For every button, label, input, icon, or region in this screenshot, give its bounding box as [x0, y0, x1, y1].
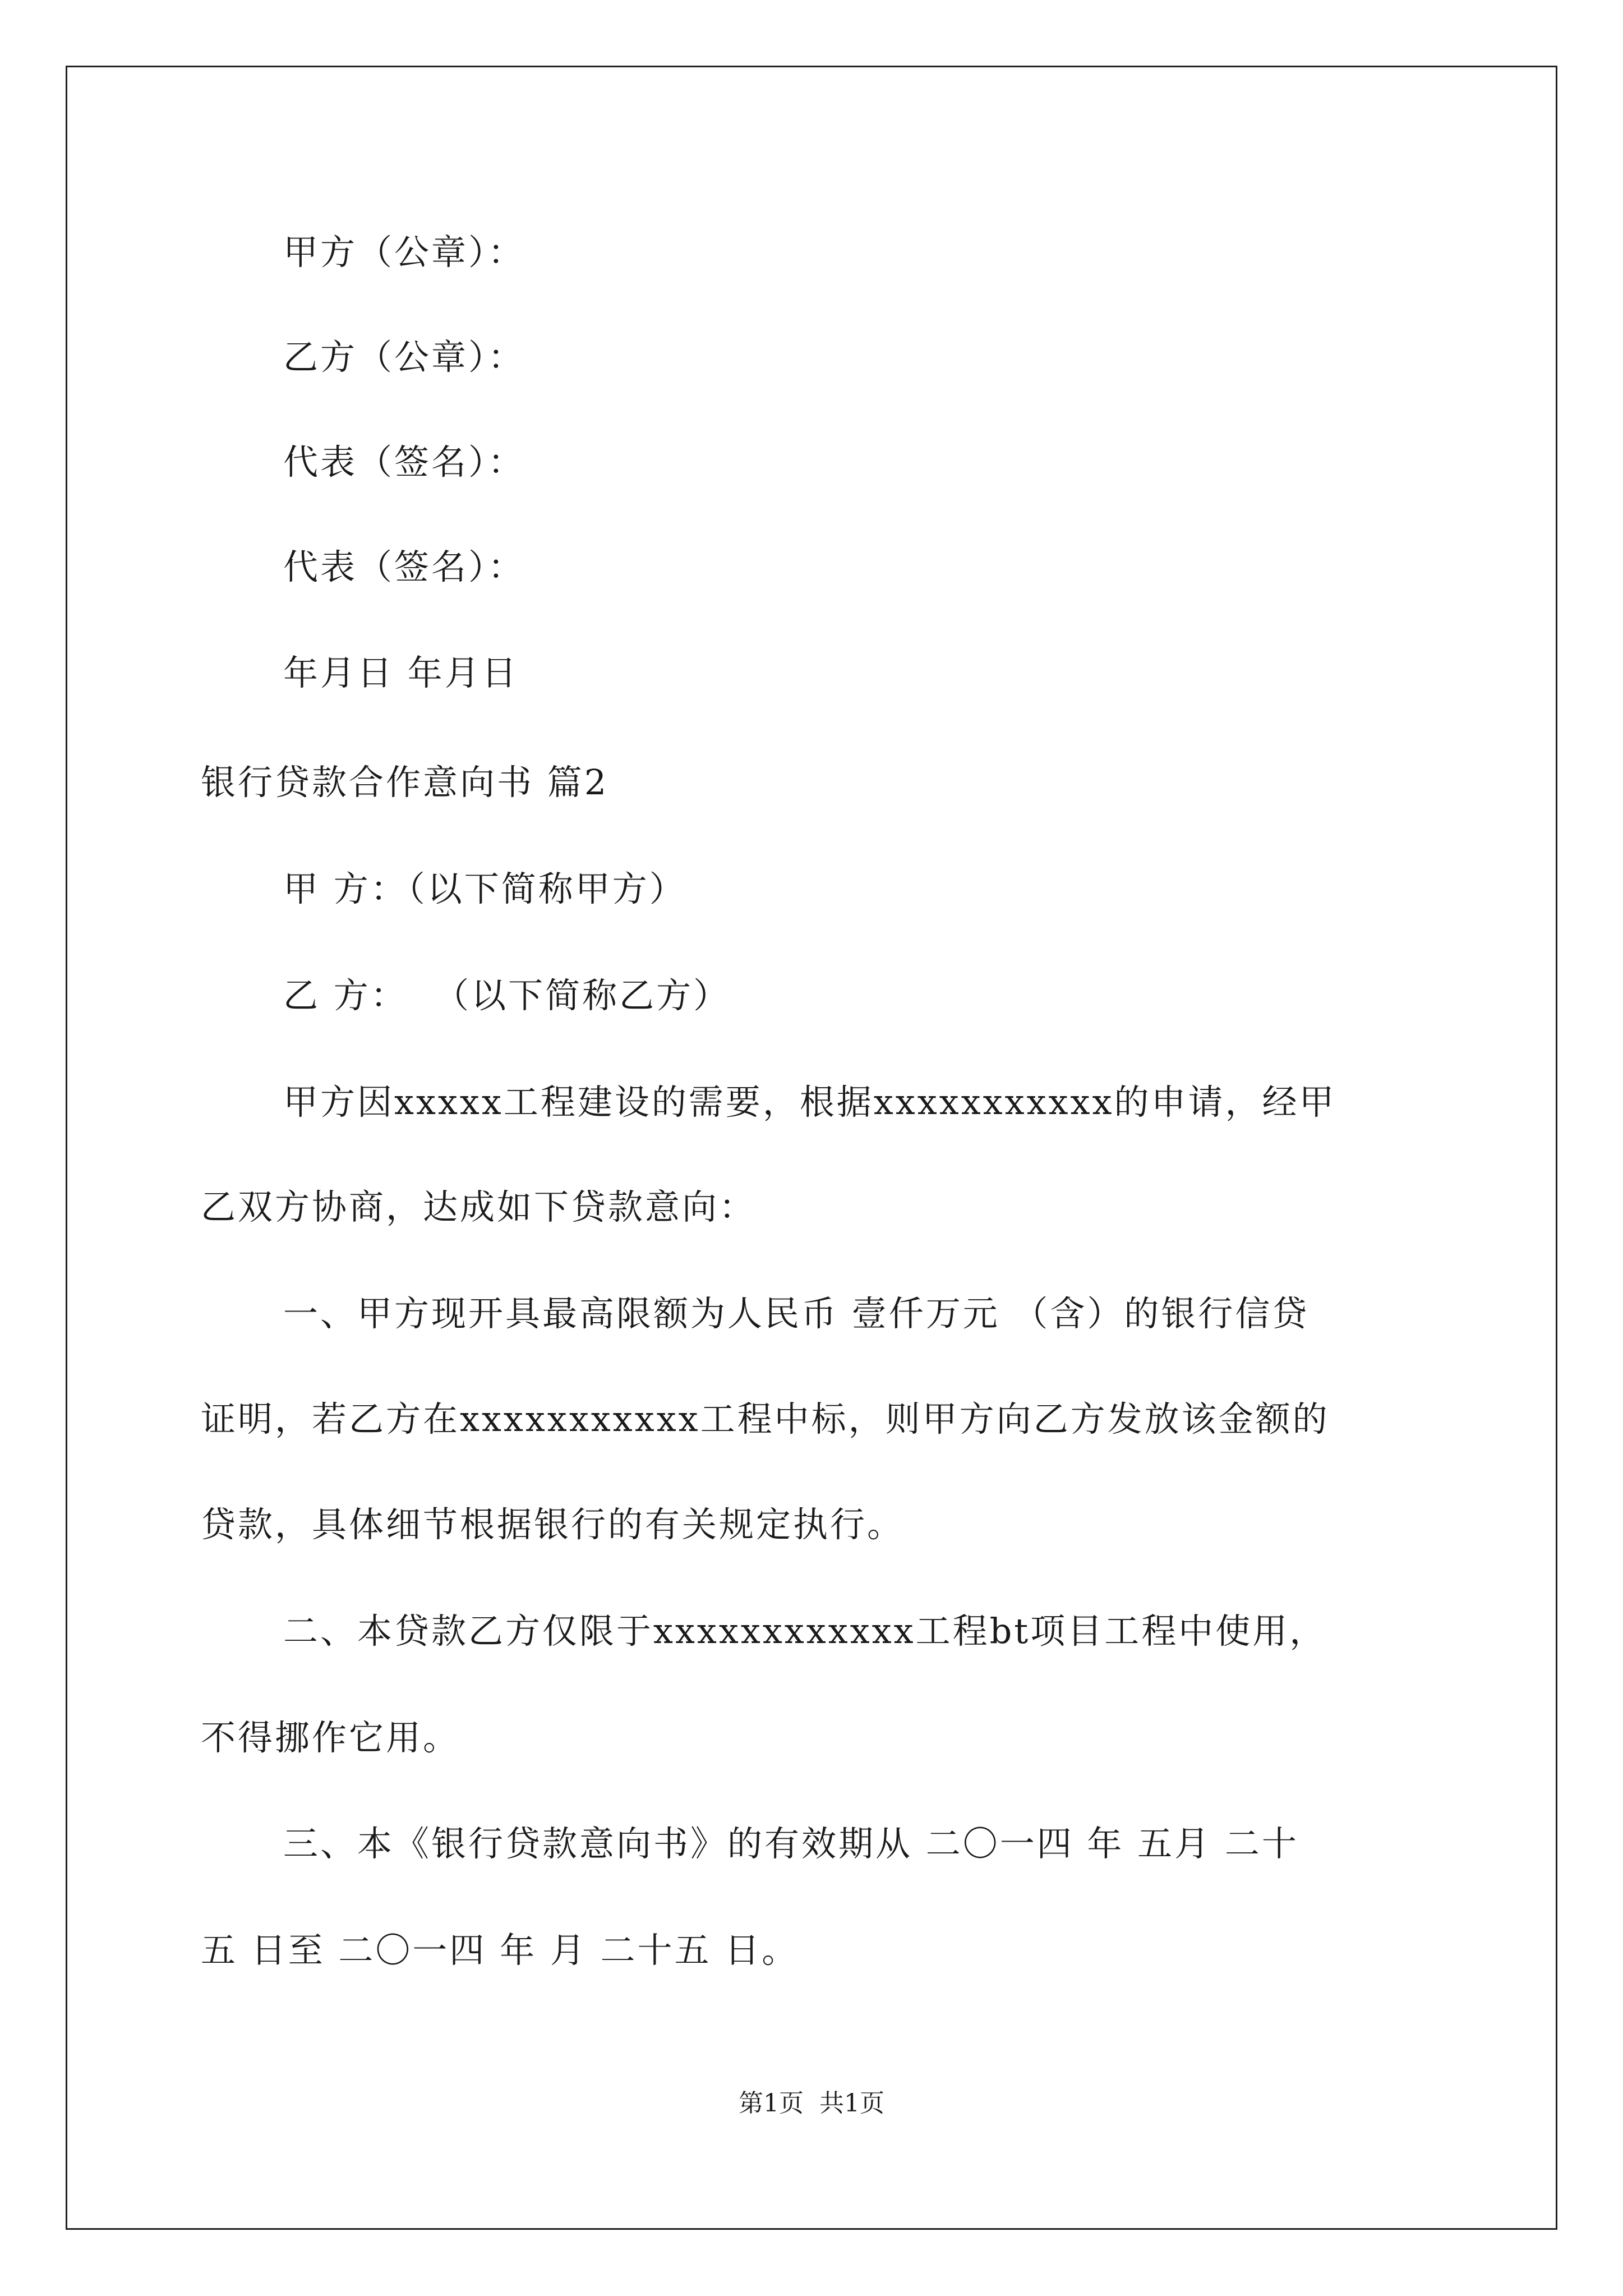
- page-footer: 第1页 共1页: [739, 2089, 884, 2118]
- intro-paragraph-line-1: 甲方因xxxxx工程建设的需要，根据xxxxxxxxxxx的申请，经甲: [283, 1082, 1336, 1122]
- rep-b-signature-line: 代表（签名）：: [283, 546, 525, 587]
- signature-dates-line: 年月日 年月日: [283, 652, 519, 693]
- party-b-line: 乙 方： （以下简称乙方）: [283, 975, 731, 1016]
- clause-2-line-1: 二、本贷款乙方仅限于xxxxxxxxxxxx工程bt项目工程中使用，: [283, 1611, 1327, 1651]
- party-a-line: 甲 方：（以下简称甲方）: [283, 868, 686, 909]
- clause-3-line-2: 五 日至 二〇一四 年 月 二十五 日。: [201, 1930, 799, 1971]
- clause-1-line-3: 贷款，具体细节根据银行的有关规定执行。: [201, 1504, 905, 1545]
- section-title: 银行贷款合作意向书 篇2: [201, 762, 609, 803]
- intro-paragraph-line-2: 乙双方协商，达成如下贷款意向：: [201, 1186, 757, 1227]
- clause-1-line-1: 一、甲方现开具最高限额为人民币 壹仟万元 （含）的银行信贷: [283, 1293, 1310, 1334]
- clause-1-line-2: 证明，若乙方在xxxxxxxxxxx工程中标，则甲方向乙方发放该金额的: [201, 1398, 1330, 1439]
- rep-a-signature-line: 代表（签名）：: [283, 441, 525, 482]
- clause-3-line-1: 三、本《银行贷款意向书》的有效期从 二〇一四 年 五月 二十: [283, 1823, 1299, 1864]
- party-b-seal-line: 乙方（公章）：: [283, 337, 525, 378]
- party-a-seal-line: 甲方（公章）：: [283, 232, 525, 273]
- clause-2-line-2: 不得挪作它用。: [201, 1717, 460, 1758]
- page-frame: [66, 66, 1557, 2230]
